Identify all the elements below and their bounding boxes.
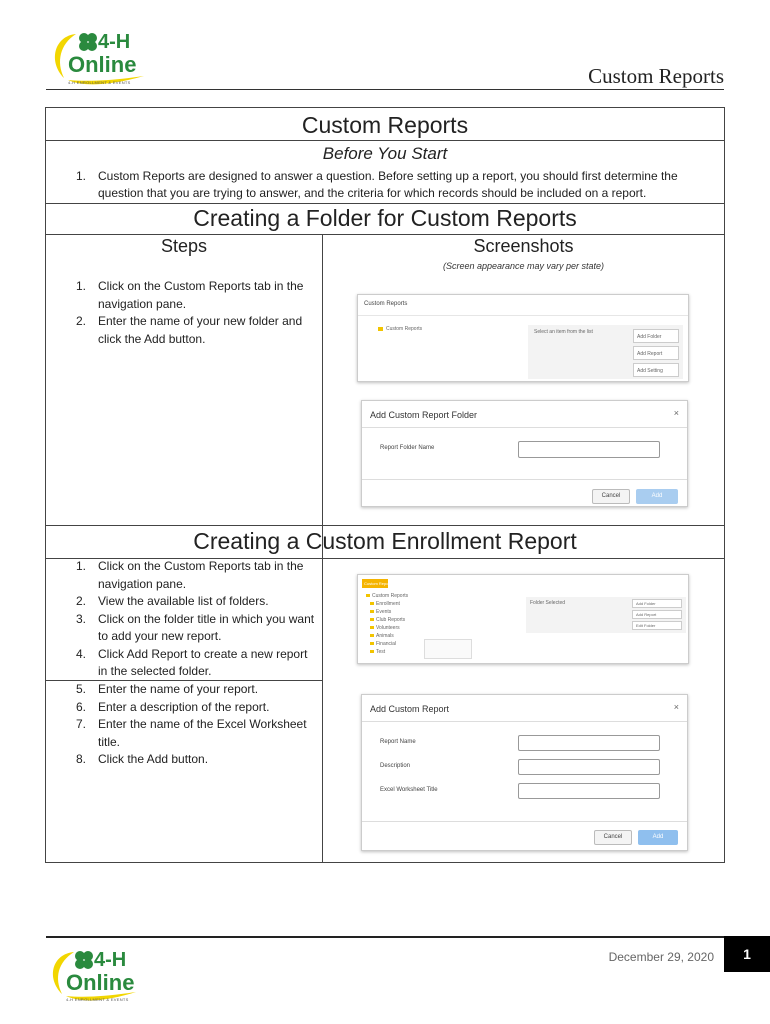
dialog-title: Add Custom Report Folder bbox=[370, 410, 478, 420]
folder-item[interactable]: Enrollment bbox=[366, 601, 466, 609]
edit-folder-button[interactable]: Edit Folder bbox=[632, 621, 682, 630]
list-item bbox=[76, 681, 316, 699]
folder-item[interactable]: Volunteers bbox=[366, 625, 466, 633]
description-input[interactable] bbox=[518, 759, 660, 775]
dialog-divider bbox=[362, 479, 687, 480]
intro-item bbox=[76, 168, 714, 202]
add-folder-button[interactable]: Add Folder bbox=[633, 329, 679, 343]
step-text: Enter a description of the report. bbox=[98, 699, 270, 714]
folder-item[interactable]: Events bbox=[366, 609, 466, 617]
report-name-label: Report Name bbox=[380, 739, 416, 745]
add-button[interactable]: Add bbox=[636, 489, 678, 504]
list-item bbox=[76, 716, 316, 751]
add-report-button[interactable]: Add Report bbox=[633, 346, 679, 360]
step-number: 1. bbox=[76, 279, 87, 293]
folder-name-input[interactable] bbox=[518, 441, 660, 458]
step-text: Enter the name of your report. bbox=[98, 682, 259, 696]
intro-item-text: Custom Reports are designed to answer a question. Before setting up a report, you should first determine the question that you are trying to answer, and the criteria for which records should be included on a report. bbox=[98, 169, 678, 200]
step-text: View the available list of folders. bbox=[98, 594, 269, 608]
footer-date: December 29, 2020 bbox=[608, 950, 714, 964]
close-icon[interactable]: × bbox=[673, 702, 679, 712]
row-divider bbox=[46, 525, 724, 526]
custom-reports-screenshot bbox=[357, 294, 689, 382]
folder-item[interactable]: Test bbox=[366, 649, 466, 657]
close-icon[interactable]: × bbox=[673, 408, 679, 418]
list-item bbox=[76, 699, 316, 717]
folder-steps-list bbox=[76, 278, 306, 348]
step-number: 1. bbox=[76, 559, 87, 573]
row-divider bbox=[46, 203, 724, 204]
folder-item[interactable]: Custom Reports bbox=[366, 593, 466, 601]
step-number: 3. bbox=[76, 611, 87, 626]
add-setting-button[interactable]: Add Setting bbox=[633, 363, 679, 377]
shot-divider bbox=[358, 315, 688, 316]
cancel-button[interactable]: Cancel bbox=[594, 830, 632, 845]
screenshots-note: (Screen appearance may vary per state) bbox=[442, 261, 605, 271]
logo-top bbox=[46, 26, 156, 88]
shot-right-panel bbox=[528, 325, 683, 379]
list-item bbox=[76, 558, 316, 593]
content-table bbox=[45, 107, 725, 863]
enroll-steps-list-a bbox=[76, 558, 316, 681]
dialog-divider bbox=[362, 721, 687, 722]
logo-bottom bbox=[46, 944, 146, 1004]
custom-reports-tab[interactable]: Custom Reports bbox=[364, 581, 393, 586]
row-divider bbox=[46, 140, 724, 141]
step-text: Enter the name of the Excel Worksheet title. bbox=[98, 717, 307, 749]
step-number: 5. bbox=[76, 682, 87, 696]
step-text: Click Add Report to create a new report in the selected folder. bbox=[98, 646, 308, 678]
list-item bbox=[76, 646, 316, 681]
logo-word: Online bbox=[68, 52, 137, 77]
dialog-divider bbox=[362, 427, 687, 428]
context-popup bbox=[424, 639, 472, 659]
intro-title: Custom Reports bbox=[301, 112, 469, 138]
dialog-title: Add Custom Report bbox=[370, 704, 450, 714]
list-item bbox=[76, 611, 316, 646]
shot-tree-item: Custom Reports bbox=[386, 326, 423, 332]
intro-subtitle: Before You Start bbox=[322, 144, 448, 163]
steps-heading: Steps bbox=[160, 236, 208, 256]
folder-icon bbox=[378, 327, 383, 331]
list-item bbox=[76, 278, 306, 313]
logo-word: Online bbox=[66, 970, 135, 995]
step-text: Click on the folder title in which you want to add your new report. bbox=[98, 611, 315, 643]
folder-item[interactable]: Financial bbox=[366, 641, 466, 649]
add-report-dialog-screenshot bbox=[361, 694, 688, 851]
step-number: 8. bbox=[76, 752, 87, 766]
step-number: 6. bbox=[76, 699, 87, 714]
header-divider bbox=[46, 89, 724, 90]
folder-section-title: Creating a Folder for Custom Reports bbox=[193, 205, 577, 231]
step-number: 2. bbox=[76, 314, 87, 328]
step-text: Enter the name of your new folder and click the Add button. bbox=[98, 314, 303, 346]
page-number: 1 bbox=[724, 936, 770, 972]
enroll-steps-list-b bbox=[76, 681, 316, 769]
shot-panel-hint: Select an item from the list bbox=[534, 329, 593, 335]
enroll-section-title: Creating a Custom Enrollment Report bbox=[193, 528, 577, 554]
add-folder-dialog-screenshot bbox=[361, 400, 688, 507]
add-button[interactable]: Add bbox=[638, 830, 678, 845]
intro-item-number: 1. bbox=[76, 169, 87, 183]
excel-title-input[interactable] bbox=[518, 783, 660, 799]
step-number: 7. bbox=[76, 717, 87, 731]
folder-item[interactable]: Club Reports bbox=[366, 617, 466, 625]
shot-right-panel bbox=[526, 597, 686, 633]
report-name-input[interactable] bbox=[518, 735, 660, 751]
logo-mark: 4-H bbox=[98, 31, 131, 53]
step-number: 4. bbox=[76, 646, 87, 661]
list-item bbox=[76, 751, 316, 769]
folder-list-screenshot bbox=[357, 574, 689, 664]
step-number: 2. bbox=[76, 594, 87, 608]
list-item bbox=[76, 593, 316, 611]
step-text: Click on the Custom Reports tab in the navigation pane. bbox=[98, 559, 304, 591]
add-folder-button[interactable]: Add Folder bbox=[632, 599, 682, 608]
footer-divider bbox=[46, 936, 724, 938]
folder-name-label: Report Folder Name bbox=[380, 445, 435, 451]
row-divider bbox=[46, 234, 724, 235]
step-text: Click the Add button. bbox=[98, 752, 209, 766]
step-text: Click on the Custom Reports tab in the navigation pane. bbox=[98, 279, 304, 311]
logo-mark: 4-H bbox=[94, 949, 127, 971]
folder-item[interactable]: Animals bbox=[366, 633, 466, 641]
shot-panel-hint: Folder Selected bbox=[530, 600, 566, 606]
dialog-divider bbox=[362, 821, 687, 822]
cancel-button[interactable]: Cancel bbox=[592, 489, 630, 504]
document-header-title: Custom Reports bbox=[588, 64, 724, 88]
add-report-button[interactable]: Add Report bbox=[632, 610, 682, 619]
screenshots-heading: Screenshots bbox=[473, 236, 574, 256]
description-label: Description bbox=[380, 763, 411, 769]
list-item bbox=[76, 313, 306, 348]
excel-title-label: Excel Worksheet Title bbox=[380, 787, 438, 793]
shot-title: Custom Reports bbox=[364, 301, 408, 307]
logo-tagline: 4-H ENROLLMENT & EVENTS bbox=[66, 997, 129, 1002]
logo-tagline: 4-H ENROLLMENT & EVENTS bbox=[68, 80, 131, 85]
